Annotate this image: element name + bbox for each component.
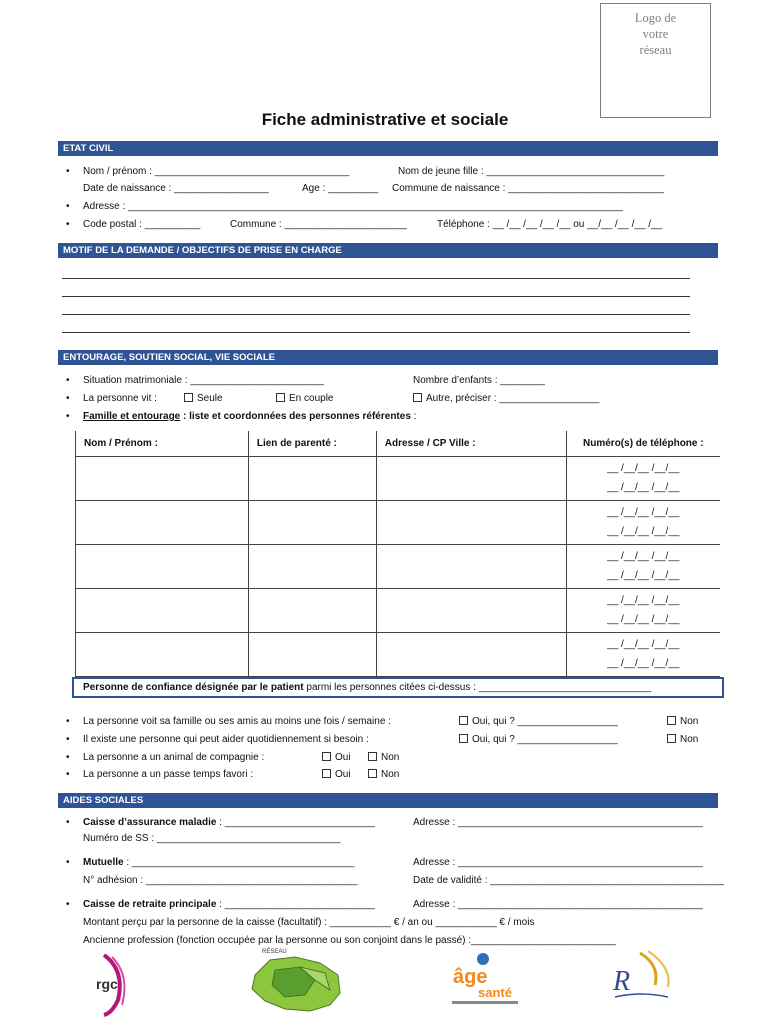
montant-field[interactable]: Montant perçu par la personne de la caisse (facultatif) : ___________ € / an ou ___________ € / mois (83, 917, 535, 928)
checkbox-icon[interactable] (322, 769, 331, 778)
bullet-icon: • (66, 393, 70, 404)
table-cell[interactable] (76, 544, 249, 588)
aide-quotidienne-label: Il existe une personne qui peut aider quotidiennement si besoin : (83, 734, 369, 745)
section-header-entourage: ENTOURAGE, SOUTIEN SOCIAL, VIE SOCIALE (58, 350, 718, 365)
famille-voit-oui[interactable] (459, 715, 618, 728)
column-header: Adresse / CP Ville : (376, 431, 566, 456)
table-cell[interactable] (248, 544, 376, 588)
age-field[interactable]: Age : _________ (302, 183, 379, 194)
motif-line[interactable] (62, 332, 690, 333)
bullet-icon: • (66, 716, 70, 727)
section-header-etat-civil: ETAT CIVIL (58, 141, 718, 156)
checkbox-icon[interactable] (368, 769, 377, 778)
seule-label: Seule (197, 393, 223, 404)
table-header-row (76, 431, 721, 456)
passe-temps-label: La personne a un passe temps favori : (83, 769, 254, 780)
checkbox-icon[interactable] (667, 716, 676, 725)
famille-voit-label: La personne voit sa famille ou ses amis au moins une fois / semaine : (83, 716, 391, 727)
famille-table (75, 431, 720, 677)
mutuelle-label: Mutuelle (83, 857, 124, 868)
phone-line[interactable]: __ /__/__ /__/__ (607, 570, 680, 581)
bullet-icon: • (66, 219, 70, 230)
phone-line[interactable]: __ /__/__ /__/__ (607, 658, 680, 669)
retraite-label: Caisse de retraite principale (83, 899, 217, 910)
logo-text-line: réseau (639, 43, 672, 57)
caisse-maladie-field[interactable] (83, 816, 375, 829)
table-row (76, 588, 721, 632)
numero-ss-field[interactable]: Numéro de SS : _________________________________ (83, 833, 341, 844)
mutuelle-adresse-field[interactable]: Adresse : ____________________________________________ (413, 857, 703, 868)
table-cell[interactable] (248, 632, 376, 676)
non-label: Non (680, 734, 699, 745)
table-cell[interactable] (76, 500, 249, 544)
retraite-adresse-field[interactable]: Adresse : ____________________________________________ (413, 899, 703, 910)
table-row (76, 456, 721, 500)
table-row (76, 500, 721, 544)
checkbox-icon[interactable] (459, 734, 468, 743)
caisse-retraite-field[interactable] (83, 898, 375, 911)
table-cell[interactable] (376, 456, 566, 500)
mutuelle-field[interactable] (83, 856, 354, 869)
phone-cell[interactable] (566, 632, 720, 676)
passe-temps-non[interactable] (368, 768, 399, 781)
oui-qui-label: Oui, qui ? __________________ (472, 734, 618, 745)
page-title: Fiche administrative et sociale (261, 110, 509, 129)
caisse-input[interactable]: : ___________________________ (216, 817, 375, 828)
logo-text-line: votre (642, 27, 669, 41)
reseau-map-logo (252, 948, 340, 1011)
nom-jeune-fille-field[interactable]: Nom de jeune fille : ________________________________ (398, 166, 665, 177)
column-header: Lien de parenté : (248, 431, 376, 456)
famille-label: Famille et entourage (83, 411, 181, 422)
phone-line[interactable]: __ /__/__ /__/__ (607, 639, 680, 650)
checkbox-icon[interactable] (184, 393, 193, 402)
section-header-motif: MOTIF DE LA DEMANDE / OBJECTIFS DE PRISE EN CHARGE (58, 243, 718, 258)
table-cell[interactable] (248, 588, 376, 632)
phone-cell[interactable] (566, 456, 720, 500)
phone-cell[interactable] (566, 544, 720, 588)
age-sante-logo (452, 953, 518, 1004)
phone-line[interactable]: __ /__/__ /__/__ (607, 526, 680, 537)
checkbox-icon[interactable] (322, 752, 331, 761)
network-logo-placeholder (600, 3, 711, 118)
phone-line[interactable]: __ /__/__ /__/__ (607, 463, 680, 474)
aide-quotidienne-non[interactable] (667, 733, 698, 746)
vit-label: La personne vit : (83, 393, 157, 404)
non-label: Non (381, 752, 400, 763)
checkbox-icon[interactable] (667, 734, 676, 743)
autre-option[interactable] (413, 392, 599, 405)
date-naissance-field[interactable]: Date de naissance : _________________ (83, 183, 269, 194)
confiance-label: Personne de confiance désignée par le patient (83, 682, 304, 693)
column-header: Numéro(s) de téléphone : (566, 431, 720, 456)
en-couple-label: En couple (289, 393, 334, 404)
code-postal-field[interactable]: Code postal : __________ (83, 219, 201, 230)
animal-label: La personne a un animal de compagnie : (83, 752, 265, 763)
nombre-enfants-field[interactable]: Nombre d’enfants : ________ (413, 375, 545, 386)
reseau-logo-text: RÉSEAU (262, 949, 287, 955)
table-cell[interactable] (248, 500, 376, 544)
section-header-aides-sociales: AIDES SOCIALES (58, 793, 718, 808)
rgc-logo (96, 955, 124, 1015)
en-couple-option[interactable] (276, 392, 333, 405)
column-header: Nom / Prénom : (76, 431, 249, 456)
situation-matrimoniale-field[interactable]: Situation matrimoniale : ________________________ (83, 375, 324, 386)
phone-cell[interactable] (566, 588, 720, 632)
non-label: Non (680, 716, 699, 727)
commune-naissance-field[interactable]: Commune de naissance : ____________________________ (392, 183, 664, 194)
table-cell[interactable] (376, 500, 566, 544)
motif-line[interactable] (62, 278, 690, 279)
bullet-icon: • (66, 769, 70, 780)
table-cell[interactable] (376, 588, 566, 632)
bullet-icon: • (66, 899, 70, 910)
table-row (76, 632, 721, 676)
oui-label: Oui (335, 769, 351, 780)
famille-entourage-heading (83, 410, 416, 423)
oui-qui-label: Oui, qui ? __________________ (472, 716, 618, 727)
partner-logos (0, 945, 770, 1020)
confiance-field[interactable]: parmi les personnes citées ci-dessus : _______________________________ (303, 682, 652, 693)
passe-temps-oui[interactable] (322, 768, 351, 781)
table-cell[interactable] (76, 456, 249, 500)
autre-label: Autre, préciser : __________________ (426, 393, 600, 404)
bullet-icon: • (66, 752, 70, 763)
bullet-icon: • (66, 817, 70, 828)
table-cell[interactable] (248, 456, 376, 500)
famille-rest: : liste et coordonnées des personnes référentes (180, 411, 411, 422)
bullet-icon: • (66, 375, 70, 386)
checkbox-icon[interactable] (276, 393, 285, 402)
caisse-label: Caisse d’assurance maladie (83, 817, 217, 828)
checkbox-icon[interactable] (413, 393, 422, 402)
phone-line[interactable]: __ /__/__ /__/__ (607, 482, 680, 493)
seule-option[interactable] (184, 392, 223, 405)
table-cell[interactable] (76, 632, 249, 676)
famille-voit-non[interactable] (667, 715, 698, 728)
motif-line[interactable] (62, 296, 690, 297)
telephone-field[interactable]: Téléphone : __ /__ /__ /__ /__ ou __/__ /__ /__ /__ (437, 219, 663, 230)
date-validite-field[interactable]: Date de validité : __________________________________________ (413, 875, 724, 886)
table-cell[interactable] (376, 632, 566, 676)
table-row (76, 544, 721, 588)
non-label: Non (381, 769, 400, 780)
table-cell[interactable] (376, 544, 566, 588)
bullet-icon: • (66, 734, 70, 745)
table-cell[interactable] (76, 588, 249, 632)
phone-line[interactable]: __ /__/__ /__/__ (607, 507, 680, 518)
adresse-field[interactable]: Adresse : _________________________________________________________________________________________ (83, 201, 623, 212)
adhesion-field[interactable]: N° adhésion : ______________________________________ (83, 875, 358, 886)
bullet-icon: • (66, 411, 70, 422)
age-logo-text: âge (453, 966, 488, 988)
animal-non[interactable] (368, 751, 399, 764)
caisse-adresse-field[interactable]: Adresse : ____________________________________________ (413, 817, 703, 828)
phone-line[interactable]: __ /__/__ /__/__ (607, 595, 680, 606)
bullet-icon: • (66, 166, 70, 177)
motif-line[interactable] (62, 314, 690, 315)
bullet-icon: • (66, 201, 70, 212)
logo-text-line: Logo de (634, 11, 677, 25)
checkbox-icon[interactable] (368, 752, 377, 761)
phone-line[interactable]: __ /__/__ /__/__ (607, 551, 680, 562)
nom-prenom-field[interactable]: Nom / prénom : ___________________________________ (83, 166, 350, 177)
mutuelle-input[interactable]: : ________________________________________ (123, 857, 355, 868)
commune-field[interactable]: Commune : ______________________ (230, 219, 407, 230)
animal-oui[interactable] (322, 751, 351, 764)
rgc-logo-text: rgc (96, 976, 118, 992)
oui-label: Oui (335, 752, 351, 763)
bullet-icon: • (66, 857, 70, 868)
famille-colon: : (410, 411, 417, 422)
sante-logo-text: santé (478, 985, 512, 1000)
retraite-input[interactable]: : ___________________________ (216, 899, 375, 910)
profession-field[interactable]: Ancienne profession (fonction occupée par la personne ou son conjoint dans le passé) :__________________________ (83, 935, 616, 946)
svg-text:R: R (613, 966, 631, 997)
phone-line[interactable]: __ /__/__ /__/__ (607, 614, 680, 625)
checkbox-icon[interactable] (459, 716, 468, 725)
r-network-logo (612, 951, 669, 997)
phone-cell[interactable] (566, 500, 720, 544)
personne-confiance-box[interactable] (72, 677, 724, 698)
aide-quotidienne-oui[interactable] (459, 733, 618, 746)
